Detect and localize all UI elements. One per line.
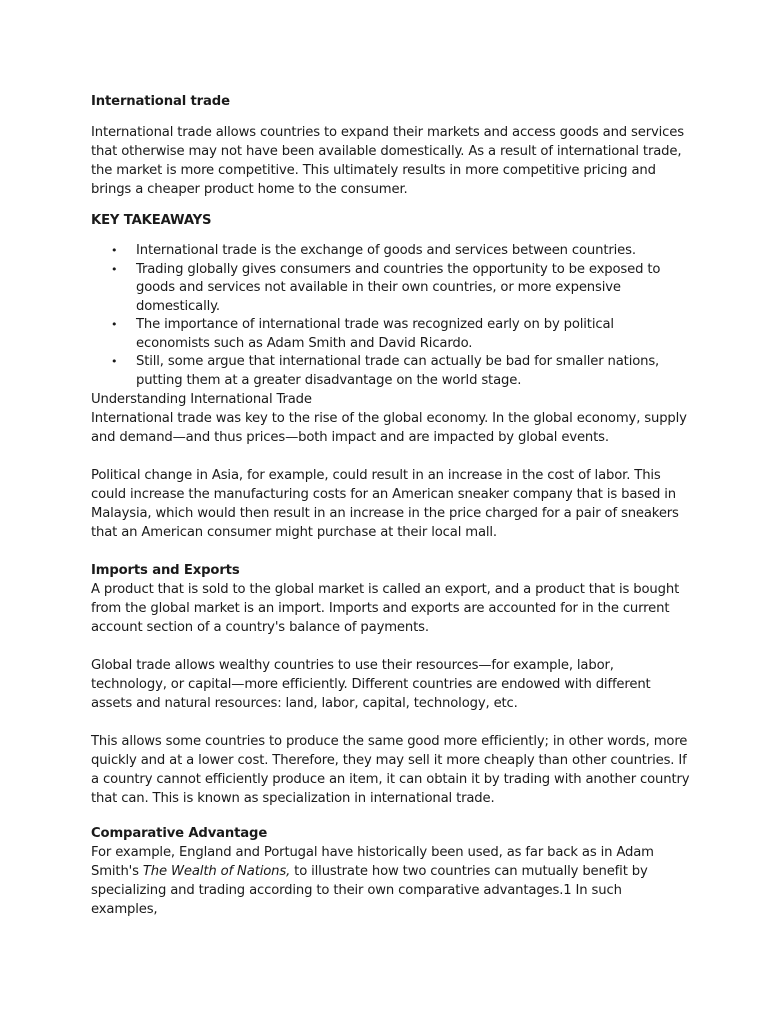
comparative-text-end: to illustrate how two countries can mutually benefit by specializing and trading according to their own comparative advantages.1 In such examples, [91,864,648,917]
list-item-text: The importance of international trade was recognized early on by political economists such as Adam Smith and David Ricardo. [136,317,614,351]
key-takeaways-list [91,242,691,390]
imports-exports-paragraph-1: A product that is sold to the global market is called an export, and a product that is bought from the global market is an import. Imports and exports are accounted for in the current account section of a country's balance of payments. [91,582,680,635]
list-item [91,353,691,390]
intro-paragraph: International trade allows countries to expand their markets and access goods and services that otherwise may not have been available domestically. As a result of international trade, the market is more competitive. This ultimately results in more competitive pricing and brings a cheaper product home to the consumer. [91,125,684,197]
document-title: International trade [91,94,230,109]
bullet-icon: • [111,262,118,276]
list-item-text: Still, some argue that international trade can actually be bad for smaller nations, putting them at a greater disadvantage on the world stage. [136,354,660,388]
bullet-icon: • [111,244,118,257]
bullet-icon: • [111,355,118,368]
list-item [91,261,691,317]
understanding-heading: Understanding International Trade [91,392,312,407]
document-page [91,92,691,919]
understanding-paragraph-1: International trade was key to the rise of the global economy. In the global economy, supply and demand—and thus prices—both impact and are impacted by global events. [91,411,687,445]
imports-exports-paragraph-3: This allows some countries to produce the same good more efficiently; in other words, more quickly and at a lower cost. Therefore, they may sell it more cheaply than other countries. If a country cannot efficiently produce an item, it can obtain it by trading with another country that can. This is known as specialization in international trade. [91,734,690,806]
imports-exports-heading: Imports and Exports [91,563,240,578]
comparative-advantage-heading: Comparative Advantage [91,826,268,841]
imports-exports-paragraph-2: Global trade allows wealthy countries to use their resources—for example, labor, technology, or capital—more efficiently. Different countries are endowed with different assets and natural resources: land, labor, capital, technology, etc. [91,658,651,711]
book-title: The Wealth of Nations, [142,864,291,879]
key-takeaways-heading: KEY TAKEAWAYS [91,213,212,228]
list-item-text: Trading globally gives consumers and countries the opportunity to be exposed to goods and services not available in their own countries, or more expensive domestically. [136,261,661,314]
comparative-advantage-paragraph [91,843,691,919]
list-item-text: International trade is the exchange of goods and services between countries. [136,243,636,258]
list-item [91,242,691,261]
list-item [91,316,691,353]
understanding-paragraph-2: Political change in Asia, for example, could result in an increase in the cost of labor. This could increase the manufacturing costs for an American sneaker company that is based in Malaysia, which would then result in an increase in the price charged for a pair of sneakers that an American consumer might purchase at their local mall. [91,468,679,540]
bullet-icon: • [111,318,118,331]
comparative-text-start: For example, England and Portugal have historically been used, as far back as in Adam Smith's [91,845,654,879]
